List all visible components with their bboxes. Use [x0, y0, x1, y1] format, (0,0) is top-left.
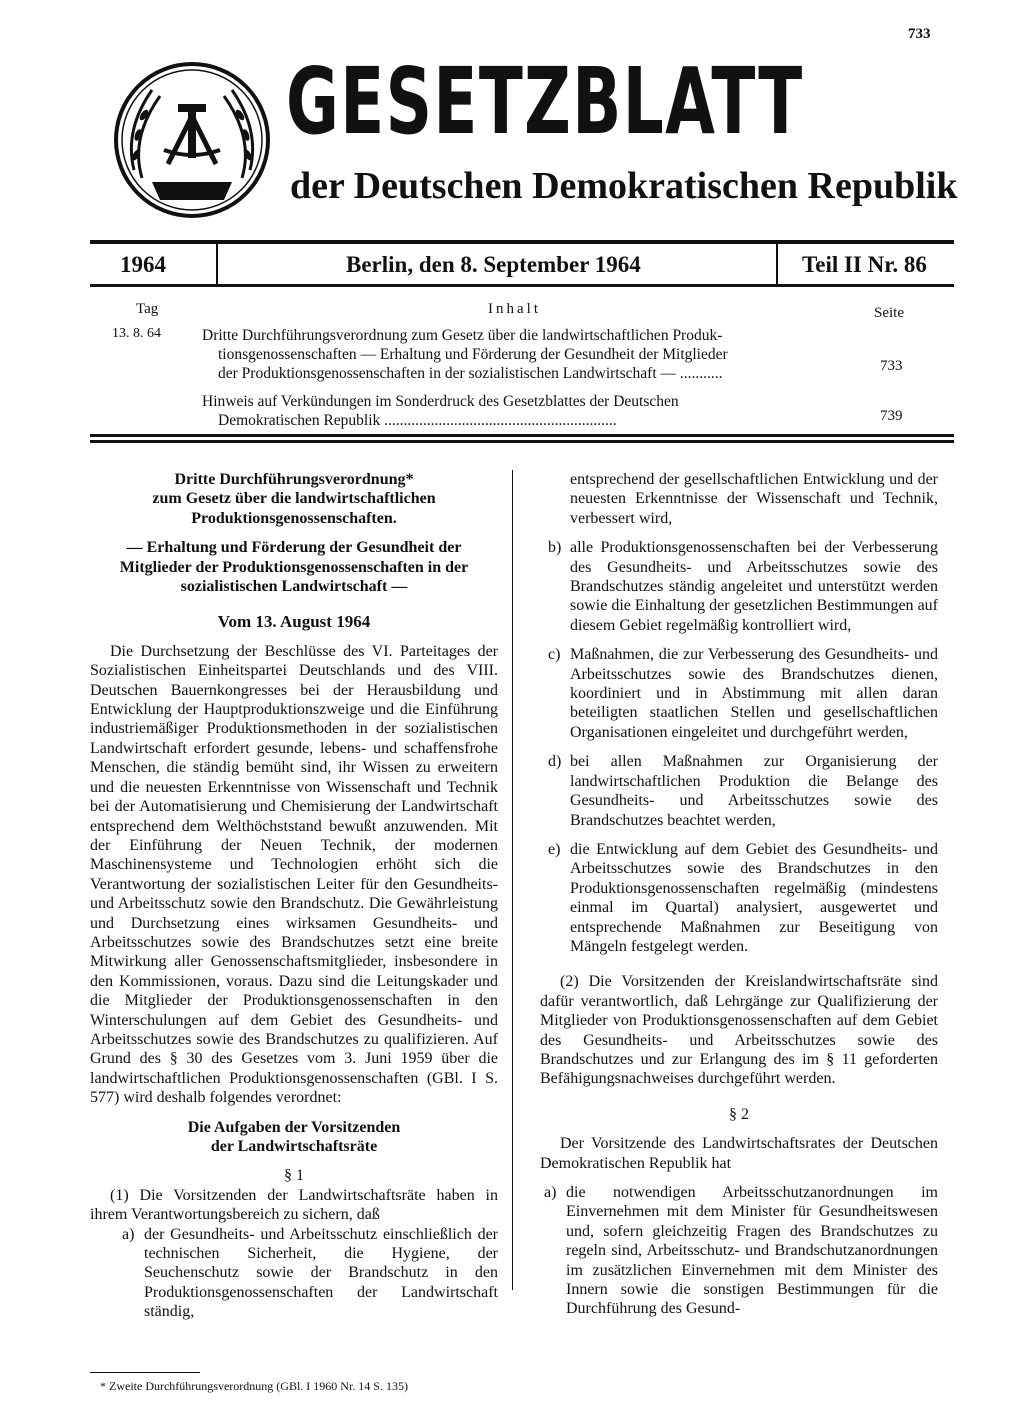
list-item-label: b) — [548, 539, 562, 557]
list-item-text: die Entwicklung auf dem Gebiet des Gesundheits- und Arbeitsschutzes sowie des Brandschutzes in den Produktionsgenossenschaften regelmäßig (mindestens einmal im Quartal) analysiert, ausgewertet und entsprechende Maßnahmen zur Beseitigung von Mängeln festgelegt werden. — [570, 840, 938, 955]
paragraph-text: (2) Die Vorsitzenden der Kreislandwirtschaftsräte sind dafür verantwortlich, daß Lehrgänge zur Qualifizierung der Mitglieder von Produktionsgenossenschaften auf dem Gebiet des Gesundheits- und Arbeitsschutzes sowie des Brandschutzes und zur Erlangung des im § 11 geforderten Befähigungsnachweises durchgeführt werden. — [540, 973, 938, 1088]
footnote: * Zweite Durchführungsverordnung (GBl. I 1960 Nr. 14 S. 135) — [100, 1379, 408, 1393]
header-top-rule — [90, 240, 954, 244]
decree-title: Dritte Durchführungsverordnung* — [174, 471, 414, 488]
toc-entry — [202, 392, 838, 430]
section-heading: Die Aufgaben der Vorsitzenden — [187, 1118, 401, 1136]
preamble: Die Durchsetzung der Beschlüsse des VI. Parteitages der Sozialistischen Einheitspartei Deutschlands und des VIII. Deutschen Bauernkongresses bei der Herausbildung und Entwicklung der Hauptproduktionszweige und die Einführung industriemäßiger Produktionsmethoden in der sozialistischen Landwirtschaft erfordert gesunde, lebens- und schaffensfrohe Menschen, die ständig bemüht sind, ihr Wissen zu erweitern und die neuesten Erkenntnisse von Wissenschaft und Technik bei der Automatisierung und Chemisierung der Landwirtschaft entsprechend dem Welthöchststand bewußt anzuwenden. Mit der Einführung der Neuen Technik, der modernen Maschinensysteme und Technologien erhöht sich die Verantwortung der sozialistischen Leiter für den Gesundheits- und Arbeitsschutz sowie den Brandschutz. Die Gewährleistung und Durchsetzung eines wirksamen Gesundheits- und Arbeitsschutzes sowie des Brandschutzes setzt eine breite Mitwirkung aller Genossenschaftsmitglieder, insbesondere in den Kommissionen, voraus. Dazu sind die Leitungskader und die Mitglieder der Produktionsgenossenschaften in den Winterschulungen auf dem Gebiet des Gesundheits- und Arbeitsschutzes sowie des Brandschutzes zu qualifizieren. Auf Grund des § 30 des Gesetzes vom 3. Juni 1959 über die landwirtschaftlichen Produktionsgenossenschaften (GBl. I S. 577) wird deshalb folgendes verordnet: — [90, 642, 498, 1107]
header-bottom-rule — [90, 284, 954, 287]
section-heading: der Landwirtschaftsräte — [210, 1138, 378, 1155]
toc-entry-line: der Produktionsgenossenschaften in der sozialistischen Landwirtschaft — ........... — [218, 365, 723, 382]
page-number: 733 — [908, 26, 931, 42]
list-item-text: Maßnahmen, die zur Verbesserung des Gesundheits- und Arbeitsschutzes sowie des Brandschutzes dienen, koordiniert und in Abstimmung mit allen daran beteiligten staatlichen Stellen und gesellschaftlichen Organisationen eingeleitet und durchgeführt werden, — [570, 646, 938, 741]
list-item-text: alle Produktionsgenossenschaften bei der Verbesserung des Gesundheits- und Arbeitsschutzes sowie des Brandschutzes ständig angeleitet und unterstützt werden sowie die Einhaltung der gesetzlichen Bestimmungen auf diesem Gebiet regelmäßig kontrolliert wird, — [570, 539, 938, 634]
toc-entry — [202, 326, 838, 383]
paragraph-text: Der Vorsitzende des Landwirtschaftsrates der Deutschen Demokratischen Republik hat — [540, 1135, 938, 1172]
list-item — [540, 840, 938, 956]
list-item-label: a) — [544, 1184, 557, 1201]
masthead-title: GESETZBLATT — [286, 48, 804, 155]
list-item — [540, 645, 938, 742]
toc-entry-date: 13. 8. 64 — [112, 326, 161, 341]
issue-year: 1964 — [120, 252, 166, 277]
list-item — [540, 1183, 938, 1319]
toc-bottom-rule — [90, 440, 954, 443]
toc-entry-page: 739 — [880, 408, 903, 424]
list-item-label: a) — [122, 1225, 135, 1243]
paragraph-text: (1) Die Vorsitzenden der Landwirtschaftsräte haben in ihrem Verantwortungsbereich zu sichern, daß — [90, 1186, 498, 1224]
list-item — [540, 538, 938, 635]
list-item-label: e) — [548, 840, 561, 858]
issue-place-date: Berlin, den 8. September 1964 — [346, 252, 641, 277]
footnote-rule — [90, 1372, 200, 1373]
toc-page-header: Seite — [874, 305, 904, 321]
paragraph-number: § 1 — [284, 1167, 304, 1185]
toc-content-header: Inhalt — [488, 301, 541, 317]
toc-entry-line: Dritte Durchführungsverordnung zum Gesetz über die landwirtschaftlichen Produk- — [202, 327, 723, 344]
right-column — [540, 470, 938, 1319]
header-divider — [216, 240, 218, 286]
left-column — [90, 470, 498, 1322]
list-item-text: der Gesundheits- und Arbeitsschutz einschließlich der technischen Sicherheit, die Hygiene, der Seuchenschutz sowie der Brandschutz in den Produktionsgenossenschaften der Landwirtschaft ständig, — [144, 1225, 498, 1321]
decree-subtitle: sozialistischen Landwirtschaft — — [180, 578, 408, 596]
decree-subtitle: — Erhaltung und Förderung der Gesundheit der — [126, 539, 462, 557]
header-divider — [776, 240, 778, 286]
toc-entry-line: tionsgenossenschaften — Erhaltung und Förderung der Gesundheit der Mitglieder — [218, 346, 728, 363]
list-item — [540, 752, 938, 830]
toc-entry-line: Hinweis auf Verkündungen im Sonderdruck des Gesetzblattes der Deutschen — [202, 393, 679, 410]
list-item-text: die notwendigen Arbeitsschutzanordnungen im Einvernehmen mit dem Minister für Gesundheitswesen und, sofern gleichzeitig Fragen des Brandschutzes zu regeln sind, Arbeitsschutz- und Brandschutzanordnungen im zusätzlichen Einvernehmen mit dem Minister des Innern sowie die sonstigen Bestimmungen für die Durchführung des Gesund- — [566, 1184, 938, 1318]
masthead-subtitle: der Deutschen Demokratischen Republik — [290, 165, 958, 207]
decree-title: Produktionsgenossenschaften. — [191, 509, 397, 527]
state-emblem-icon — [112, 60, 272, 220]
list-item-text: bei allen Maßnahmen zur Organisierung der landwirtschaftlichen Produktion die Belange des Gesundheits- und Arbeitsschutzes sowie des Brandschutzes beachtet werden, — [570, 753, 938, 829]
toc-entry-page: 733 — [880, 358, 903, 374]
toc-entry-line: Demokratischen Republik ............................................................ — [218, 412, 617, 429]
decree-date: Vom 13. August 1964 — [217, 612, 371, 632]
paragraph-number: § 2 — [729, 1105, 749, 1123]
issue-part-number: Teil II Nr. 86 — [802, 252, 927, 277]
decree-subtitle: Mitglieder der Produktionsgenossenschaften in der — [119, 558, 469, 576]
list-item — [90, 1225, 498, 1322]
toc-day-header: Tag — [136, 301, 159, 317]
list-item-continuation: entsprechend der gesellschaftlichen Entwicklung und der neuesten Erkenntnisse der Wissenschaft und Technik, verbessert wird, — [570, 471, 938, 527]
column-divider — [512, 470, 513, 1290]
list-item-label: d) — [548, 753, 562, 771]
decree-title: zum Gesetz über die landwirtschaftlichen — [152, 490, 436, 508]
list-item-label: c) — [548, 646, 561, 664]
toc-bottom-rule — [90, 434, 954, 437]
